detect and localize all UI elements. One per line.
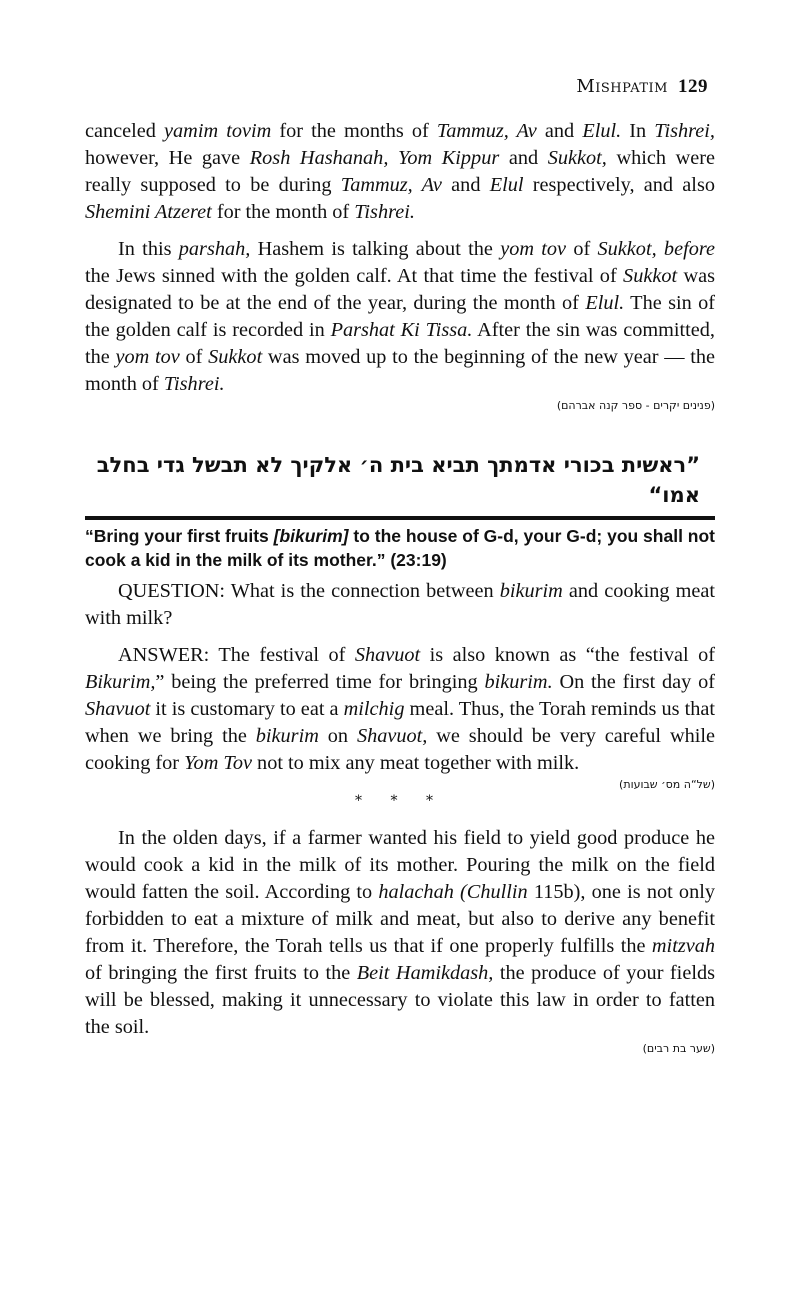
text-run: we should be very careful while cooking for <box>85 725 716 774</box>
text-run: which were really supposed to be during <box>85 147 715 196</box>
text-run: The sin of the golden calf is recorded in <box>85 292 715 341</box>
running-head-title: Mishpatim <box>576 76 668 97</box>
text-run: “Bring your first fruits <box>85 526 274 546</box>
italic-term: yom tov <box>500 238 567 260</box>
text-run: In this <box>118 238 179 260</box>
italic-term: Tammuz, Av <box>340 174 442 196</box>
italic-term: Elul. <box>582 120 622 142</box>
text-run: was moved up to the beginning of the new year — the month of <box>85 346 715 395</box>
italic-term: Shavuot, <box>356 725 428 747</box>
italic-term: Elul. <box>585 292 625 314</box>
heading-divider <box>85 516 715 520</box>
italic-term: Tammuz, Av <box>436 120 537 142</box>
paragraph <box>85 642 715 777</box>
paragraph <box>85 236 715 398</box>
text-run: it is customary to eat a <box>150 698 344 720</box>
italic-term: Sukkot, <box>547 147 607 169</box>
italic-term: Tishrei. <box>163 373 225 395</box>
source-citation: (של“ה מס׳ שבועות) <box>619 778 715 791</box>
italic-term: bikurim. <box>484 671 553 693</box>
text-run: In the olden days, if a farmer wanted his field to yield good produce he would cook a kid in the milk of its mother. Pouring the milk on the field would fatten the soil. According to <box>85 827 715 903</box>
italic-term: Sukkot <box>623 265 678 287</box>
paragraph <box>85 118 715 226</box>
text-run: QUESTION: What is the connection between <box>118 580 500 602</box>
italic-term: bikurim <box>499 580 563 602</box>
text-run: for the month of <box>211 201 355 223</box>
text-run: After the sin was committed, the <box>85 319 715 368</box>
text-run: and cooking meat with milk? <box>85 580 716 629</box>
text-run: meal. Thus, the Torah reminds us that when we bring the <box>85 698 716 747</box>
paragraph <box>85 578 715 632</box>
text-run: the produce of your fields will be blessed, making it unnecessary to violate this law in order to fatten the soil. <box>85 962 715 1038</box>
italic-term: Shavuot <box>85 698 151 720</box>
text-run: of <box>566 238 598 260</box>
running-head <box>576 76 708 98</box>
italic-term: mitzvah <box>651 935 715 957</box>
italic-term: yom tov <box>115 346 180 368</box>
text-run: respectively, and also <box>523 174 715 196</box>
italic-term: Elul <box>489 174 524 196</box>
text-run: not to mix any meat together with milk. <box>251 752 580 774</box>
italic-term: [bikurim] <box>273 526 349 546</box>
italic-term: Bikurim, <box>85 671 156 693</box>
hebrew-verse-heading: ”ראשית בכורי אדמתך תביא בית ה׳ אלקיך לא תבשל גדי בחלב אמו“ <box>96 453 700 507</box>
text-run: to the house of G-d, your G-d; you shall not cook a kid in the milk of its mother.” (23:19) <box>85 526 716 570</box>
italic-term: halachah (Chullin <box>378 881 528 903</box>
text-run: In <box>621 120 655 142</box>
text-run: and <box>536 120 583 142</box>
italic-term: parshah, <box>178 238 251 260</box>
text-run: ” being the preferred time for bringing <box>155 671 485 693</box>
section-separator: * * * <box>355 793 445 809</box>
italic-term: Parshat Ki Tissa. <box>330 319 473 341</box>
italic-term: Tishrei. <box>354 201 415 223</box>
text-run: is also known as “the festival of <box>420 644 715 666</box>
italic-term: Shavuot <box>354 644 421 666</box>
text-run: the Jews sinned with the golden calf. At that time the festival of <box>85 265 624 287</box>
text-run: however, He gave <box>85 147 250 169</box>
text-run: 115b), one is not only forbidden to eat a mixture of milk and meat, but also to derive any benefit from it. Therefore, the Torah tells us that if one properly fulfills the <box>85 881 715 957</box>
text-run: On the first day of <box>552 671 715 693</box>
text-run: of bringing the first fruits to the <box>85 962 357 984</box>
page-number: 129 <box>678 76 708 97</box>
italic-term: bikurim <box>255 725 319 747</box>
text-run: and <box>499 147 548 169</box>
source-citation: (פנינים יקרים - ספר קנה אברהם) <box>556 399 715 412</box>
text-run: was designated to be at the end of the year, during the month of <box>85 265 715 314</box>
italic-term: Sukkot, before <box>597 238 715 260</box>
italic-term: Shemini Atzeret <box>85 201 212 223</box>
italic-term: yamim tovim <box>164 120 272 142</box>
paragraph <box>85 825 715 1041</box>
english-verse-heading <box>85 524 715 572</box>
italic-term: Sukkot <box>208 346 263 368</box>
text-run: for the months of <box>271 120 437 142</box>
italic-term: Rosh Hashanah, Yom Kippur <box>249 147 500 169</box>
italic-term: milchig <box>343 698 405 720</box>
italic-term: Beit Hamikdash, <box>356 962 494 984</box>
italic-term: Tishrei, <box>654 120 715 142</box>
text-run: ANSWER: The festival of <box>118 644 355 666</box>
italic-term: Yom Tov <box>184 752 252 774</box>
page-body <box>85 118 715 1057</box>
text-run: and <box>441 174 490 196</box>
text-run: of <box>179 346 209 368</box>
text-run: Hashem is talking about the <box>250 238 501 260</box>
text-run: on <box>318 725 357 747</box>
source-citation: (שער בת רבים) <box>642 1042 715 1055</box>
text-run: canceled <box>85 120 165 142</box>
